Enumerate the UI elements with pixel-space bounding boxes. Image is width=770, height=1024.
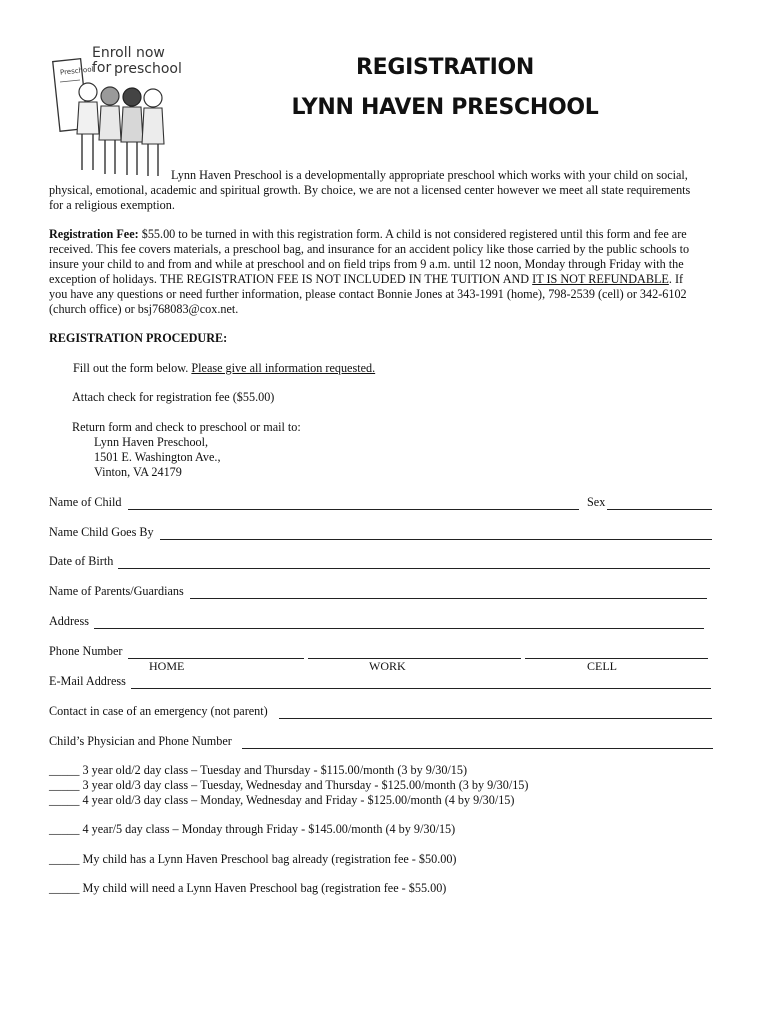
procedure-step-3: Return form and check to preschool or mail to:: [72, 420, 301, 434]
email-label: E-Mail Address: [49, 674, 126, 688]
emergency-contact-label: Contact in case of an emergency (not parent): [49, 704, 268, 718]
mail-address-line-1: Lynn Haven Preschool,: [94, 435, 209, 449]
phone-home-caption: HOME: [149, 659, 185, 673]
option-checkbox-blank[interactable]: _____: [49, 822, 80, 836]
procedure-heading: REGISTRATION PROCEDURE:: [49, 331, 228, 345]
phone-number-label: Phone Number: [49, 644, 123, 658]
not-refundable-notice: IT IS NOT REFUNDABLE: [532, 272, 669, 286]
page-title: REGISTRATION: [355, 55, 535, 80]
sex-field[interactable]: [607, 509, 712, 510]
fee-line-5: you have any questions or need further information, please contact Bonnie Jones at 343-1991 (home), 798-2539 (cell) or 342-6102: [49, 287, 687, 301]
class-option-4yr-3day: _____ 4 year old/3 day class – Monday, Wednesday and Friday - $125.00/month (4 by 9/30/15): [49, 793, 515, 807]
date-of-birth-field[interactable]: [118, 568, 710, 569]
preschool-logo: [52, 42, 182, 182]
logo-tagline-1: Enroll now for: [92, 45, 165, 76]
option-checkbox-blank[interactable]: _____: [49, 793, 80, 807]
name-child-goes-by-label: Name Child Goes By: [49, 525, 154, 539]
logo-board-label: Preschool: [59, 65, 94, 77]
mail-address-line-3: Vinton, VA 24179: [94, 465, 182, 479]
intro-line-2: physical, emotional, academic and spiritual growth. By choice, we are not a licensed center however we meet all state requirements: [49, 183, 691, 197]
option-checkbox-blank[interactable]: _____: [49, 881, 80, 895]
physician-field[interactable]: [242, 748, 713, 749]
procedure-step-2: Attach check for registration fee ($55.00): [72, 390, 275, 404]
class-option-3yr-2day: _____ 3 year old/2 day class – Tuesday and Thursday - $115.00/month (3 by 9/30/15): [49, 763, 468, 777]
parents-guardians-label: Name of Parents/Guardians: [49, 584, 184, 598]
logo-tagline-2: preschool: [114, 61, 182, 77]
parents-guardians-field[interactable]: [190, 598, 707, 599]
option-checkbox-blank[interactable]: _____: [49, 852, 80, 866]
name-of-child-field[interactable]: [128, 509, 579, 510]
sex-label: Sex: [587, 495, 606, 509]
physician-label: Child’s Physician and Phone Number: [49, 734, 232, 748]
bag-option-has-bag: _____ My child has a Lynn Haven Preschool bag already (registration fee - $50.00): [49, 852, 457, 866]
phone-cell-caption: CELL: [587, 659, 617, 673]
phone-work-field[interactable]: [308, 658, 521, 659]
email-field[interactable]: [131, 688, 711, 689]
name-of-child-label: Name of Child: [49, 495, 122, 509]
intro-line-1: Lynn Haven Preschool is a developmentally appropriate preschool which works with your child on social,: [171, 168, 688, 182]
emergency-contact-field[interactable]: [279, 718, 712, 719]
class-option-4yr-5day: _____ 4 year/5 day class – Monday through Friday - $145.00/month (4 by 9/30/15): [49, 822, 456, 836]
intro-line-3: for a religious exemption.: [49, 198, 175, 212]
name-child-goes-by-field[interactable]: [160, 539, 712, 540]
fee-line-2: received. This fee covers materials, a preschool bag, and insurance for an accident policy like those carried by the public schools to: [49, 242, 690, 256]
bag-option-needs-bag: _____ My child will need a Lynn Haven Preschool bag (registration fee - $55.00): [49, 881, 447, 895]
address-label: Address: [49, 614, 89, 628]
option-checkbox-blank[interactable]: _____: [49, 778, 80, 792]
option-checkbox-blank[interactable]: _____: [49, 763, 80, 777]
fee-line-6: (church office) or bsj768083@cox.net.: [49, 302, 239, 316]
fee-line-1: Registration Fee: $55.00 to be turned in with this registration form. A child is not considered registered until this form and fee are: [49, 227, 687, 241]
fee-line-4: exception of holidays. THE REGISTRATION FEE IS NOT INCLUDED IN THE TUITION AND IT IS NOT REFUNDABLE. If: [49, 272, 684, 286]
fee-line-3: insure your child to and from and while at preschool and on field trips from 9 a.m. until 12 noon, Monday through Friday with the: [49, 257, 684, 271]
class-option-3yr-3day: _____ 3 year old/3 day class – Tuesday, Wednesday and Thursday - $125.00/month (3 by 9/30/15): [49, 778, 529, 792]
address-field[interactable]: [94, 628, 704, 629]
procedure-step-1: Fill out the form below. Please give all information requested.: [73, 361, 376, 375]
school-name: LYNN HAVEN PRESCHOOL: [291, 95, 599, 120]
fee-label: Registration Fee:: [49, 227, 139, 241]
phone-work-caption: WORK: [369, 659, 406, 673]
date-of-birth-label: Date of Birth: [49, 554, 114, 568]
mail-address-line-2: 1501 E. Washington Ave.,: [94, 450, 221, 464]
